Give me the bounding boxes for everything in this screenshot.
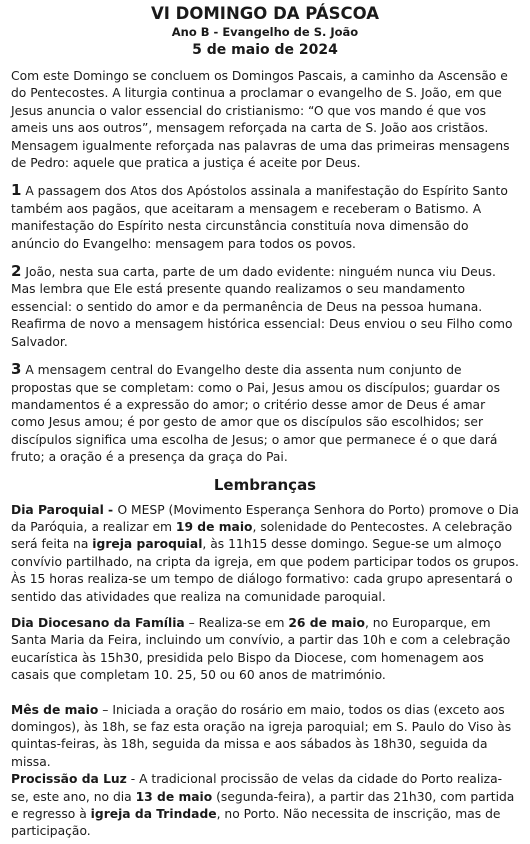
reminder-highlight: 26 de maio bbox=[288, 615, 365, 630]
reminder-highlight: 19 de maio bbox=[175, 519, 253, 534]
reading-text: A passagem dos Atos dos Apóstolos assinala a manifestação do Espírito Santo também aos pagãos, que aceitaram a mensagem e receberam o Batismo. A manifestação do Espírito nesta circunstância constituía nova dimensão do anúncio do Evangelho: mensagem para todos os povos. bbox=[11, 184, 508, 251]
reminder-highlight: 13 de maio bbox=[135, 789, 213, 804]
reading-1 bbox=[11, 182, 519, 253]
page-title: VI DOMINGO DA PÁSCOA bbox=[151, 4, 379, 23]
reminder-text: , no Porto. Não necessita de inscrição, mas de participação. bbox=[11, 807, 501, 839]
reminder-dia-diocesano bbox=[11, 615, 519, 685]
reading-3 bbox=[11, 361, 519, 466]
reminder-highlight: igreja paroquial bbox=[92, 537, 203, 552]
reminder-text: , às 11h15 desse domingo. Segue-se um almoço convívio partilhado, na cripta da igreja, em que podem participar todos os grupos. Às 15 horas realiza-se um tempo de diálogo formativo: cada grupo apresentará o sentido das atividades que realiza na comunidade paroquial. bbox=[11, 537, 519, 604]
reminder-text: O MESP (Movimento Esperança Senhora do Porto) promove o Dia da Paróquia, a realizar em bbox=[11, 502, 519, 534]
reminder-text: – Iniciada a oração do rosário em maio, todos os dias (exceto aos domingos), às 18h, se faz esta oração na igreja paroquial; em S. Paulo do Viso às quintas-feiras, às 18h, seguida da missa e aos sábados às 18h30, seguida da missa. bbox=[11, 702, 512, 769]
reading-number: 1 bbox=[11, 181, 22, 200]
reminder-label: Mês de maio bbox=[11, 702, 99, 717]
reading-text: A mensagem central do Evangelho deste dia assenta num conjunto de propostas que se completam: como o Pai, Jesus amou os discípulos; guardar os mandamentos é a expressão do amor; o critério desse amor de Deus é amar como Jesus amou; é por gesto de amor que os discípulos são escolhidos; ser discípulos significa uma escolha de Jesus; o amor que permanece é o que dará fruto; a oração é a presença da graça do Pai. bbox=[11, 363, 500, 465]
reminder-label: Dia Diocesano da Família bbox=[11, 615, 185, 630]
reminder-label: Procissão da Luz bbox=[11, 772, 127, 787]
reminder-label: Dia Paroquial - bbox=[11, 502, 118, 517]
reminder-text: , no Europarque, em Santa Maria da Feira, incluindo um convívio, a partir das 10h e com a celebração eucarística às 15h30, presidida pelo Bispo da Diocese, com homenagem aos casais que completam 10. 25, 50 ou 60 anos de matrimónio. bbox=[11, 615, 511, 683]
reminder-text: - A tradicional procissão de velas da cidade do Porto realiza-se, este ano, no dia bbox=[11, 772, 503, 804]
reminder-text: – Realiza-se em bbox=[184, 615, 289, 630]
reading-text: João, nesta sua carta, parte de um dado evidente: ninguém nunca viu Deus. Mas lembra que Ele está presente quando realizamos o seu mandamento essencial: o sentido do amor e da permanência de Deus na pessoa humana. Reafirma de novo a mensagem histórica essencial: Deus enviou o seu Filho como Salvador. bbox=[11, 265, 513, 349]
reminder-text: (segunda-feira), a partir das 21h30, com partida e regresso à bbox=[11, 789, 515, 822]
reminders-heading: Lembranças bbox=[213, 475, 317, 494]
reading-2 bbox=[11, 263, 519, 351]
reminder-text: , solenidade do Pentecostes. A celebração será feita na bbox=[11, 519, 513, 552]
intro-paragraph: Com este Domingo se concluem os Domingos Pascais, a caminho da Ascensão e do Pentecostes. A liturgia continua a proclamar o evangelho de S. João, em que Jesus anuncia o valor essencial do cristianismo: “O que vos mando é que vos ameis uns aos outros”, mensagem reforçada na carta de S. João aos cristãos. Mensagem igualmente reforçada nas palavras de uma das primeiras mensagens de Pedro: aquele que pratica a justiça é aceite por Deus. bbox=[11, 69, 510, 171]
reminder-mes-de-maio bbox=[11, 702, 519, 772]
page-subtitle: Ano B - Evangelho de S. João bbox=[171, 25, 359, 39]
page-date: 5 de maio de 2024 bbox=[192, 42, 338, 58]
reminder-procissao-da-luz bbox=[11, 771, 519, 841]
reading-number: 3 bbox=[11, 360, 22, 379]
reminder-highlight: igreja da Trindade bbox=[90, 807, 217, 822]
reading-number: 2 bbox=[11, 262, 22, 281]
reminder-dia-paroquial bbox=[11, 502, 519, 606]
